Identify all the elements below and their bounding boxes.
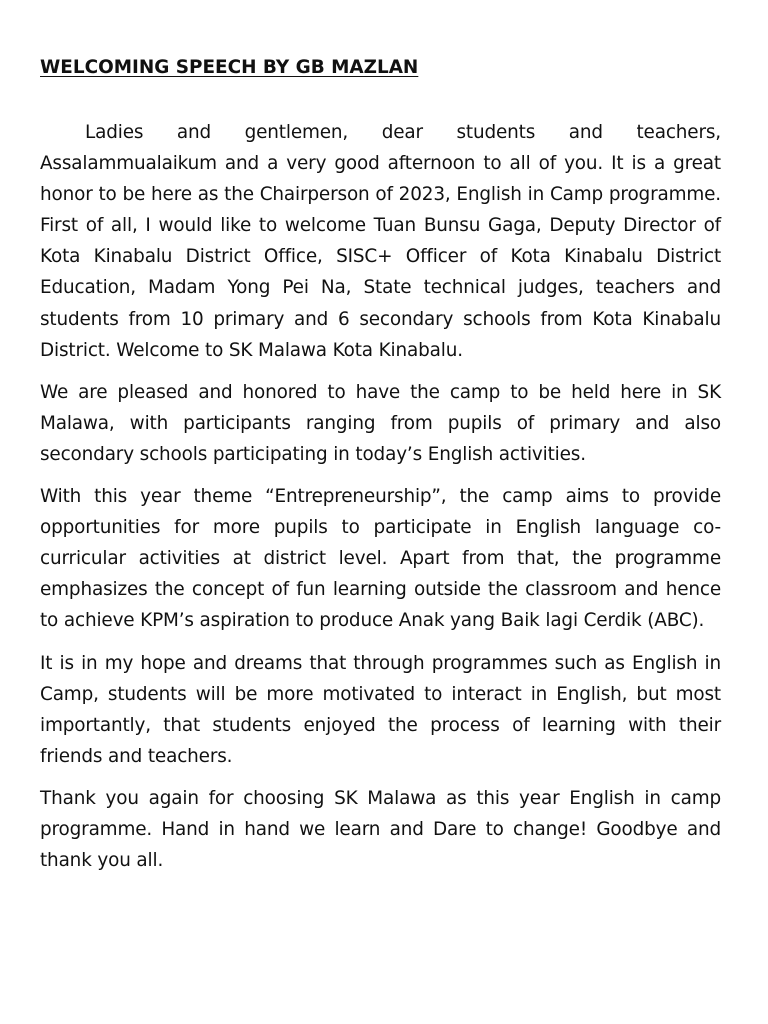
paragraph-closing: Thank you again for choosing SK Malawa as this year English in camp programme. Hand in hand we learn and Dare to change! Goodbye and thank you all.	[40, 787, 721, 872]
paragraph-theme: With this year theme “Entrepreneurship”, the camp aims to provide opportunities for more pupils to participate in English language co-curricular activities at district level. Apart from that, the programme emphasizes the concept of fun learning outside the classroom and hence to achieve KPM’s aspiration to produce Anak yang Baik lagi Cerdik (ABC).	[40, 486, 721, 632]
document-page	[40, 52, 721, 887]
paragraph-greeting: Ladies and gentlemen, dear students and teachers, Assalammualaikum and a very good afternoon to all of you. It is a great honor to be here as the Chairperson of 2023, English in Camp programme. First of all, I would like to welcome Tuan Bunsu Gaga, Deputy Director of Kota Kinabalu District Office, SISC+ Officer of Kota Kinabalu District Education, Madam Yong Pei Na, State technical judges, teachers and students from 10 primary and 6 secondary schools from Kota Kinabalu District. Welcome to SK Malawa Kota Kinabalu.	[40, 122, 721, 361]
paragraph-camp-venue: We are pleased and honored to have the camp to be held here in SK Malawa, with participants ranging from pupils of primary and also secondary schools participating in today’s English activities.	[40, 381, 721, 465]
paragraph-hopes: It is in my hope and dreams that through programmes such as English in Camp, students will be more motivated to interact in English, but most importantly, that students enjoyed the process of learning with their friends and teachers.	[40, 652, 721, 767]
speech-title: WELCOMING SPEECH BY GB MAZLAN	[40, 57, 419, 78]
